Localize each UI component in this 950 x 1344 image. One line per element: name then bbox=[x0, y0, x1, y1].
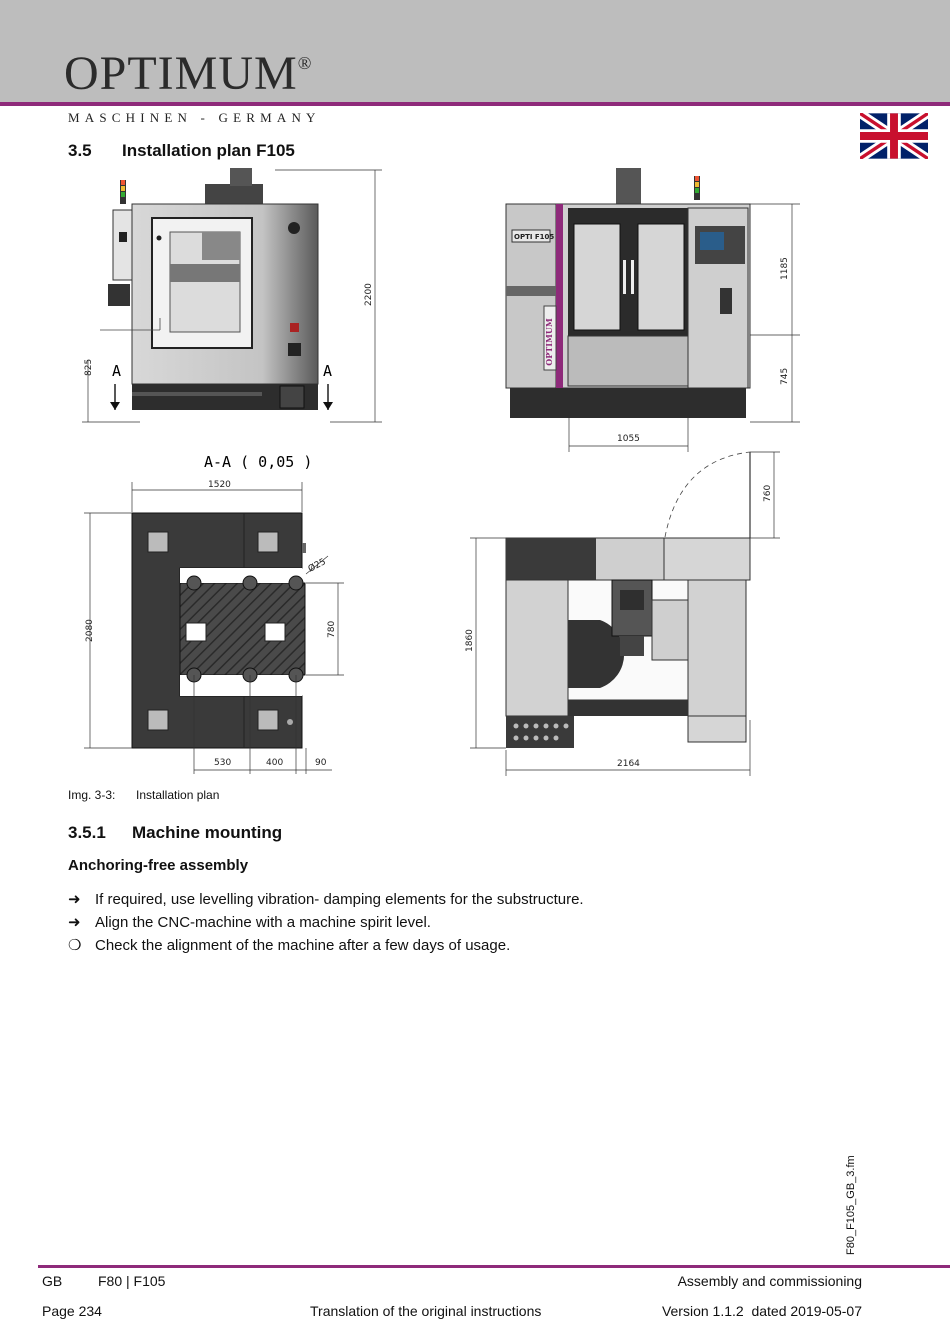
dim-400: 400 bbox=[266, 758, 284, 768]
registered-mark: ® bbox=[297, 53, 313, 73]
footer-chapter: Assembly and commissioning bbox=[677, 1273, 862, 1289]
dim-1520: 1520 bbox=[208, 480, 231, 490]
footer-models: F80 | F105 bbox=[98, 1273, 166, 1289]
installation-plan-drawing bbox=[60, 160, 800, 780]
dim-2164: 2164 bbox=[617, 759, 640, 769]
footer-version: Version 1.1.2 dated 2019-05-07 bbox=[661, 1303, 862, 1319]
list-item: ➜ Align the CNC-machine with a machine spirit level. bbox=[68, 913, 431, 931]
dim-2080: 2080 bbox=[85, 619, 95, 642]
header-accent-rule bbox=[0, 102, 950, 106]
dim-825: 825 bbox=[84, 358, 94, 376]
dim-780: 780 bbox=[327, 620, 337, 638]
footer-page: Page 234 bbox=[42, 1303, 102, 1319]
section-marker-left: A bbox=[112, 362, 122, 380]
file-code: F80_F105_GB_3.fm bbox=[845, 1155, 857, 1255]
list-item: ❍ Check the alignment of the machine after a few days of usage. bbox=[68, 936, 511, 954]
footer-accent-rule bbox=[38, 1265, 950, 1268]
front-view bbox=[506, 168, 800, 452]
footer-translation-note: Translation of the original instructions bbox=[310, 1303, 542, 1319]
dim-2200: 2200 bbox=[364, 283, 374, 306]
footer-lang: GB bbox=[42, 1273, 63, 1289]
dim-530: 530 bbox=[214, 758, 232, 768]
dim-bolt-diameter: Ø25 bbox=[306, 557, 328, 575]
uk-flag-icon bbox=[860, 113, 928, 159]
list-item: ➜ If required, use levelling vibration- damping elements for the substructure. bbox=[68, 890, 584, 908]
dim-745: 745 bbox=[780, 367, 790, 385]
section-heading: 3.5 Installation plan F105 bbox=[68, 141, 295, 160]
plan-view bbox=[84, 453, 344, 774]
assembly-heading: Anchoring-free assembly bbox=[68, 857, 249, 874]
subsection-heading: 3.5.1 Machine mounting bbox=[68, 823, 283, 842]
instruction-list bbox=[68, 888, 584, 957]
section-label: A-A ( 0,05 ) bbox=[204, 453, 313, 471]
dim-1860: 1860 bbox=[465, 629, 475, 652]
brand-tagline: MASCHINEN - GERMANY bbox=[68, 110, 321, 125]
circle-bullet-icon: ❍ bbox=[68, 936, 82, 954]
dim-90: 90 bbox=[315, 758, 327, 768]
arrow-icon: ➜ bbox=[68, 913, 81, 931]
arrow-icon: ➜ bbox=[68, 890, 81, 908]
brand-logo: OPTIMUM® bbox=[64, 47, 313, 100]
panel-badge: OPTI F105 bbox=[514, 233, 555, 241]
dim-760: 760 bbox=[763, 484, 773, 502]
front-panel-logo: OPTIMUM bbox=[544, 318, 554, 366]
section-marker-right: A bbox=[323, 362, 333, 380]
dim-1055: 1055 bbox=[617, 434, 640, 444]
top-view bbox=[465, 452, 780, 776]
dim-1185: 1185 bbox=[780, 257, 790, 280]
side-view bbox=[82, 168, 382, 422]
figure-caption: Img. 3-3: Installation plan bbox=[68, 788, 220, 802]
